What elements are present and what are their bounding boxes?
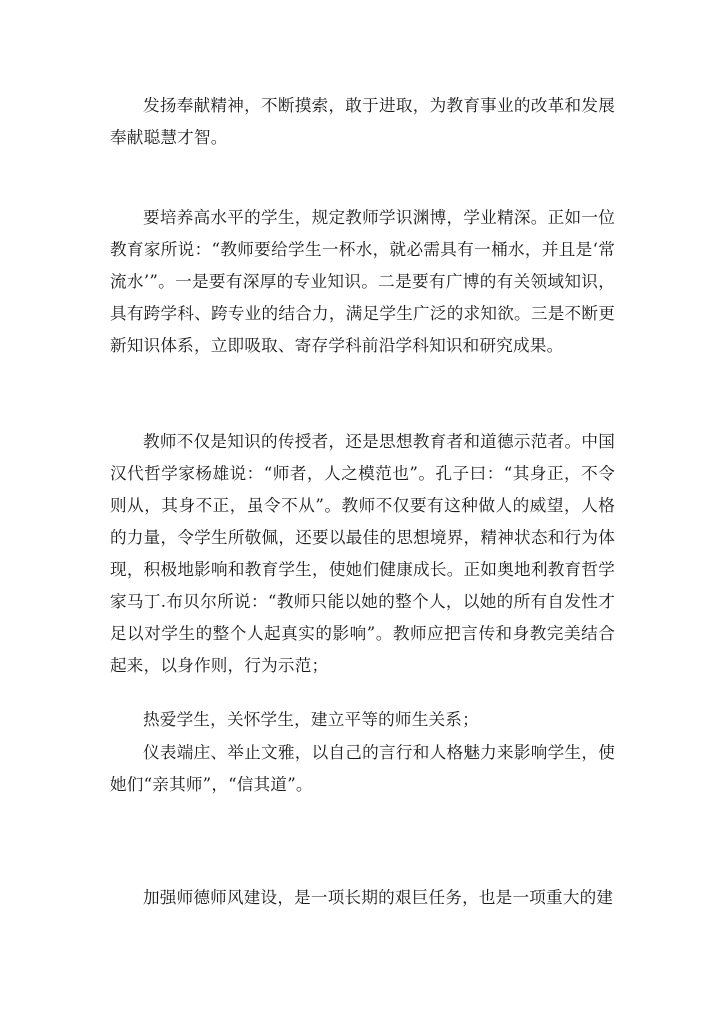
paragraph-dedication: 发扬奉献精神，不断摸索，敢于进取，为教育事业的改革和发展奉献聪慧才智。 (110, 96, 615, 147)
paragraph-love-students: 热爱学生，关怀学生，建立平等的师生关系； (143, 710, 479, 729)
paragraph-role-model: 教师不仅是知识的传授者，还是思想教育者和道德示范者。中国汉代哲学家杨雄说：“师者，人之模范也”。孔子曰：“其身正，不令则从，其身不正，虽令不从”。教师不仅要有这种做人的威望，人格的力量，令学生所敬佩，还要以最佳的思想境界，精神状态和行为体现，积极地影响和教育学生，使她们健康成长。正如奥地利教育哲学家马丁.布贝尔所说：“教师只能以她的整个人，以她的所有自发性才足以对学生的整个人起真实的影响”。教师应把言传和身教完美结合起来，以身作则，行为示范； (110, 432, 615, 675)
paragraph-demeanor: 仪表端庄、举止文雅，以自己的言行和人格魅力来影响学生，使她们“亲其师”，“信其道”。 (110, 743, 615, 794)
paragraph-ethics-building: 加强师德师风建设，是一项长期的艰巨任务，也是一项重大的建 (143, 888, 614, 907)
paragraph-knowledge: 要培养高水平的学生，规定教师学识渊博，学业精深。正如一位教育家所说：“教师要给学生一杯水，就必需具有一桶水，并且是‘常流水’”。一是要有深厚的专业知识。二是要有广博的有关领域知识，具有跨学科、跨专业的结合力，满足学生广泛的求知欲。三是不断更新知识体系，立即吸取、寄存学科前沿学科知识和研究成果。 (110, 208, 615, 355)
